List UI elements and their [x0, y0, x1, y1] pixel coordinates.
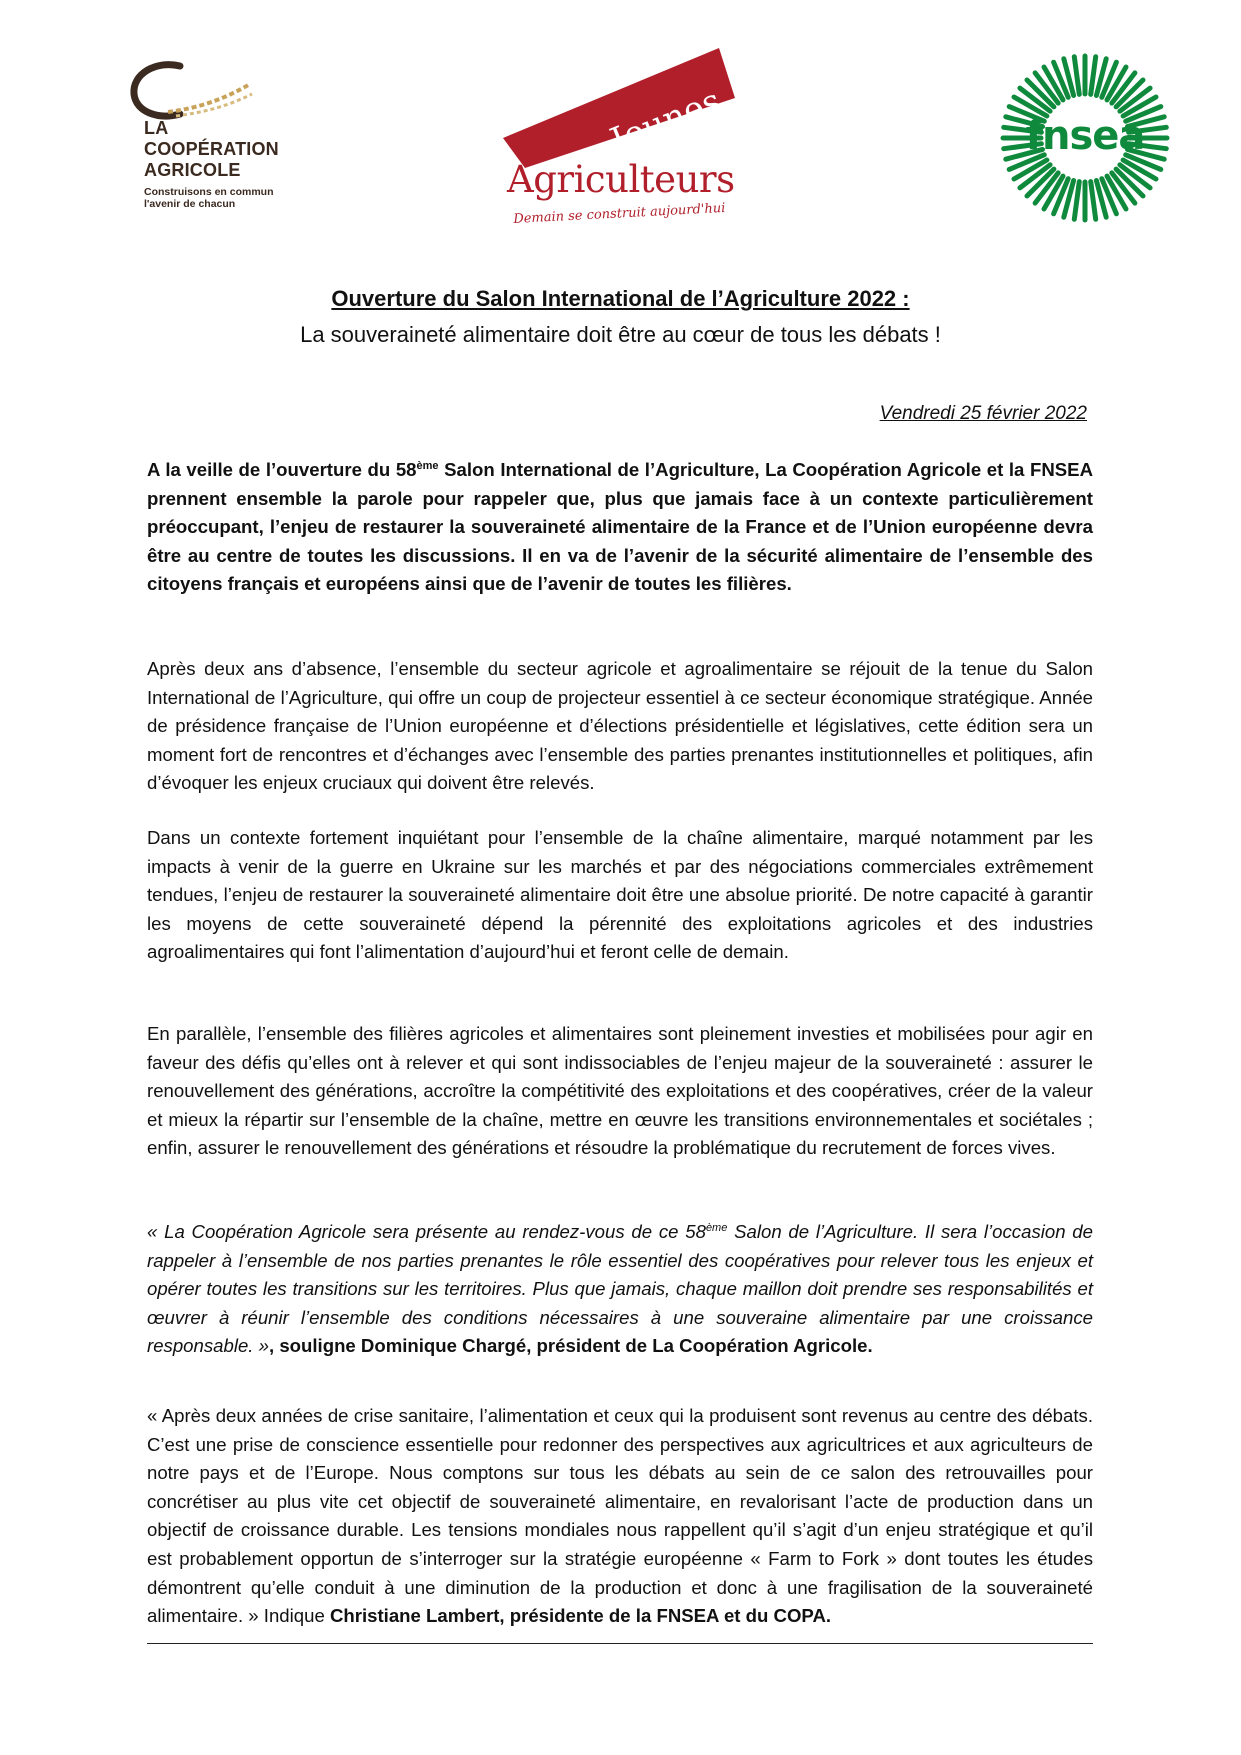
quote-fnsea: « Après deux années de crise sanitaire, l’alimentation et ceux qui la produisent sont revenus au centre des débats. C’est une prise de conscience essentielle pour redonner des perspectives aux agricultrices et aux agriculteurs de notre pays et de l’Europe. Nous comptons sur tous les débats au sein de ce salon des retrouvailles pour concrétiser au plus vite cet objectif de souveraineté alimentaire, en revalorisant l’acte de production dans un objectif de croissance durable. Les tensions mondiales nous rappellent qu’il s’agit d’un enjeu stratégique et qu’il est probablement opportun de s’interroger sur la stratégie européenne « Farm to Fork » dont toutes les études démontrent qu’elle conduit à une diminution de la production et donc à une fragilisation de la souveraineté alimentaire. » Indique Christiane Lambert, présidente de la FNSEA et du COPA. [147, 1405, 1093, 1627]
fnsea-ray [1091, 57, 1096, 95]
ja-tagline: Demain se construit aujourd'hui [513, 200, 726, 227]
intro-paragraph: A la veille de l’ouverture du 58ème Salon International de l’Agriculture, La Coopération Agricole et la FNSEA prennent ensemble la parole pour rappeler que, plus que jamais face à un contexte particulièrement préoccupant, l’enjeu de restaurer la souveraineté alimentaire de la France et de l’Union européenne devra être au centre de toutes les discussions. Il en va de l’avenir de la sécurité alimentaire de l’ensemble des citoyens français et européens ainsi que de l’avenir de toutes les filières. [147, 459, 1093, 595]
paragraph-salon: Après deux ans d’absence, l’ensemble du secteur agricole et agroalimentaire se réjouit de la tenue du Salon International de l’Agriculture, qui offre un coup de projecteur essentiel à ce secteur économique stratégique. Année de présidence française de l’Union européenne et d’élections présidentielle et législatives, cette édition sera un moment fort de rencontres et d’échanges avec l’ensemble des parties prenantes institutionnelles et politiques, afin d’évoquer les enjeux cruciaux qui doivent être relevés. [147, 658, 1093, 794]
ja-word-jeunes: Jeunes [605, 80, 727, 162]
cooperation-c-icon [128, 56, 258, 126]
footer-divider [147, 1643, 1093, 1644]
page-title: Ouverture du Salon International de l’Agriculture 2022 : [331, 286, 910, 311]
fnsea-wordmark: fnsea [1025, 113, 1145, 159]
paragraph-filieres: En parallèle, l’ensemble des filières agricoles et alimentaires sont pleinement investies et mobilisées pour agir en faveur des défis qu’elles ont à relever et qui sont indissociables de l’enjeu majeur de la souveraineté : assurer le renouvellement des générations, accroître la compétitivité des exploitations et des coopératives, créer de la valeur et mieux la répartir sur l’ensemble de la chaîne, mettre en œuvre les transitions environnementales et sociétales ; enfin, assurer le renouvellement des générations et résoudre la problématique du recrutement de forces vives. [147, 1023, 1093, 1159]
press-release-date: Vendredi 25 février 2022 [879, 403, 1087, 424]
page-subtitle: La souveraineté alimentaire doit être au cœur de tous les débats ! [300, 322, 941, 347]
coop-logo-tagline: Construisons en commun l'avenir de chacun [144, 186, 274, 210]
paragraph-context: Dans un contexte fortement inquiétant pour l’ensemble de la chaîne alimentaire, marqué notamment par les impacts à venir de la guerre en Ukraine sur les marchés et par des négociations commerciales extrêmement tendues, l’enjeu de restaurer la souveraineté alimentaire doit être une absolue priorité. De notre capacité à garantir les moyens de cette souveraineté dépend la pérennité des exploitations agricoles et des industries agroalimentaires qui font l’alimentation d’aujourd’hui et feront celle de demain. [147, 827, 1093, 963]
fnsea-ray [1074, 57, 1079, 95]
fnsea-logo [1000, 53, 1170, 223]
cooperation-agricole-logo [120, 50, 320, 220]
quote-cooperation: « La Coopération Agricole sera présente au rendez-vous de ce 58ème Salon de l’Agriculture. Il sera l’occasion de rappeler à l’ensemble de nos parties prenantes le rôle essentiel des coopératives pour relever tous les enjeux et opérer toutes les transitions sur les territoires. Plus que jamais, chaque maillon doit prendre ses responsabilités et œuvrer à réunir l’ensemble des conditions nécessaires à une souveraine alimentaire par une croissance responsable. », souligne Dominique Chargé, président de La Coopération Agricole. [147, 1221, 1093, 1357]
jeunes-agriculteurs-logo [495, 40, 745, 245]
fnsea-ray [1091, 182, 1096, 220]
coop-logo-wordmark: LA COOPÉRATION AGRICOLE [144, 118, 279, 180]
fnsea-ray [1074, 182, 1079, 220]
ja-word-agriculteurs: Agriculteurs [507, 158, 735, 201]
